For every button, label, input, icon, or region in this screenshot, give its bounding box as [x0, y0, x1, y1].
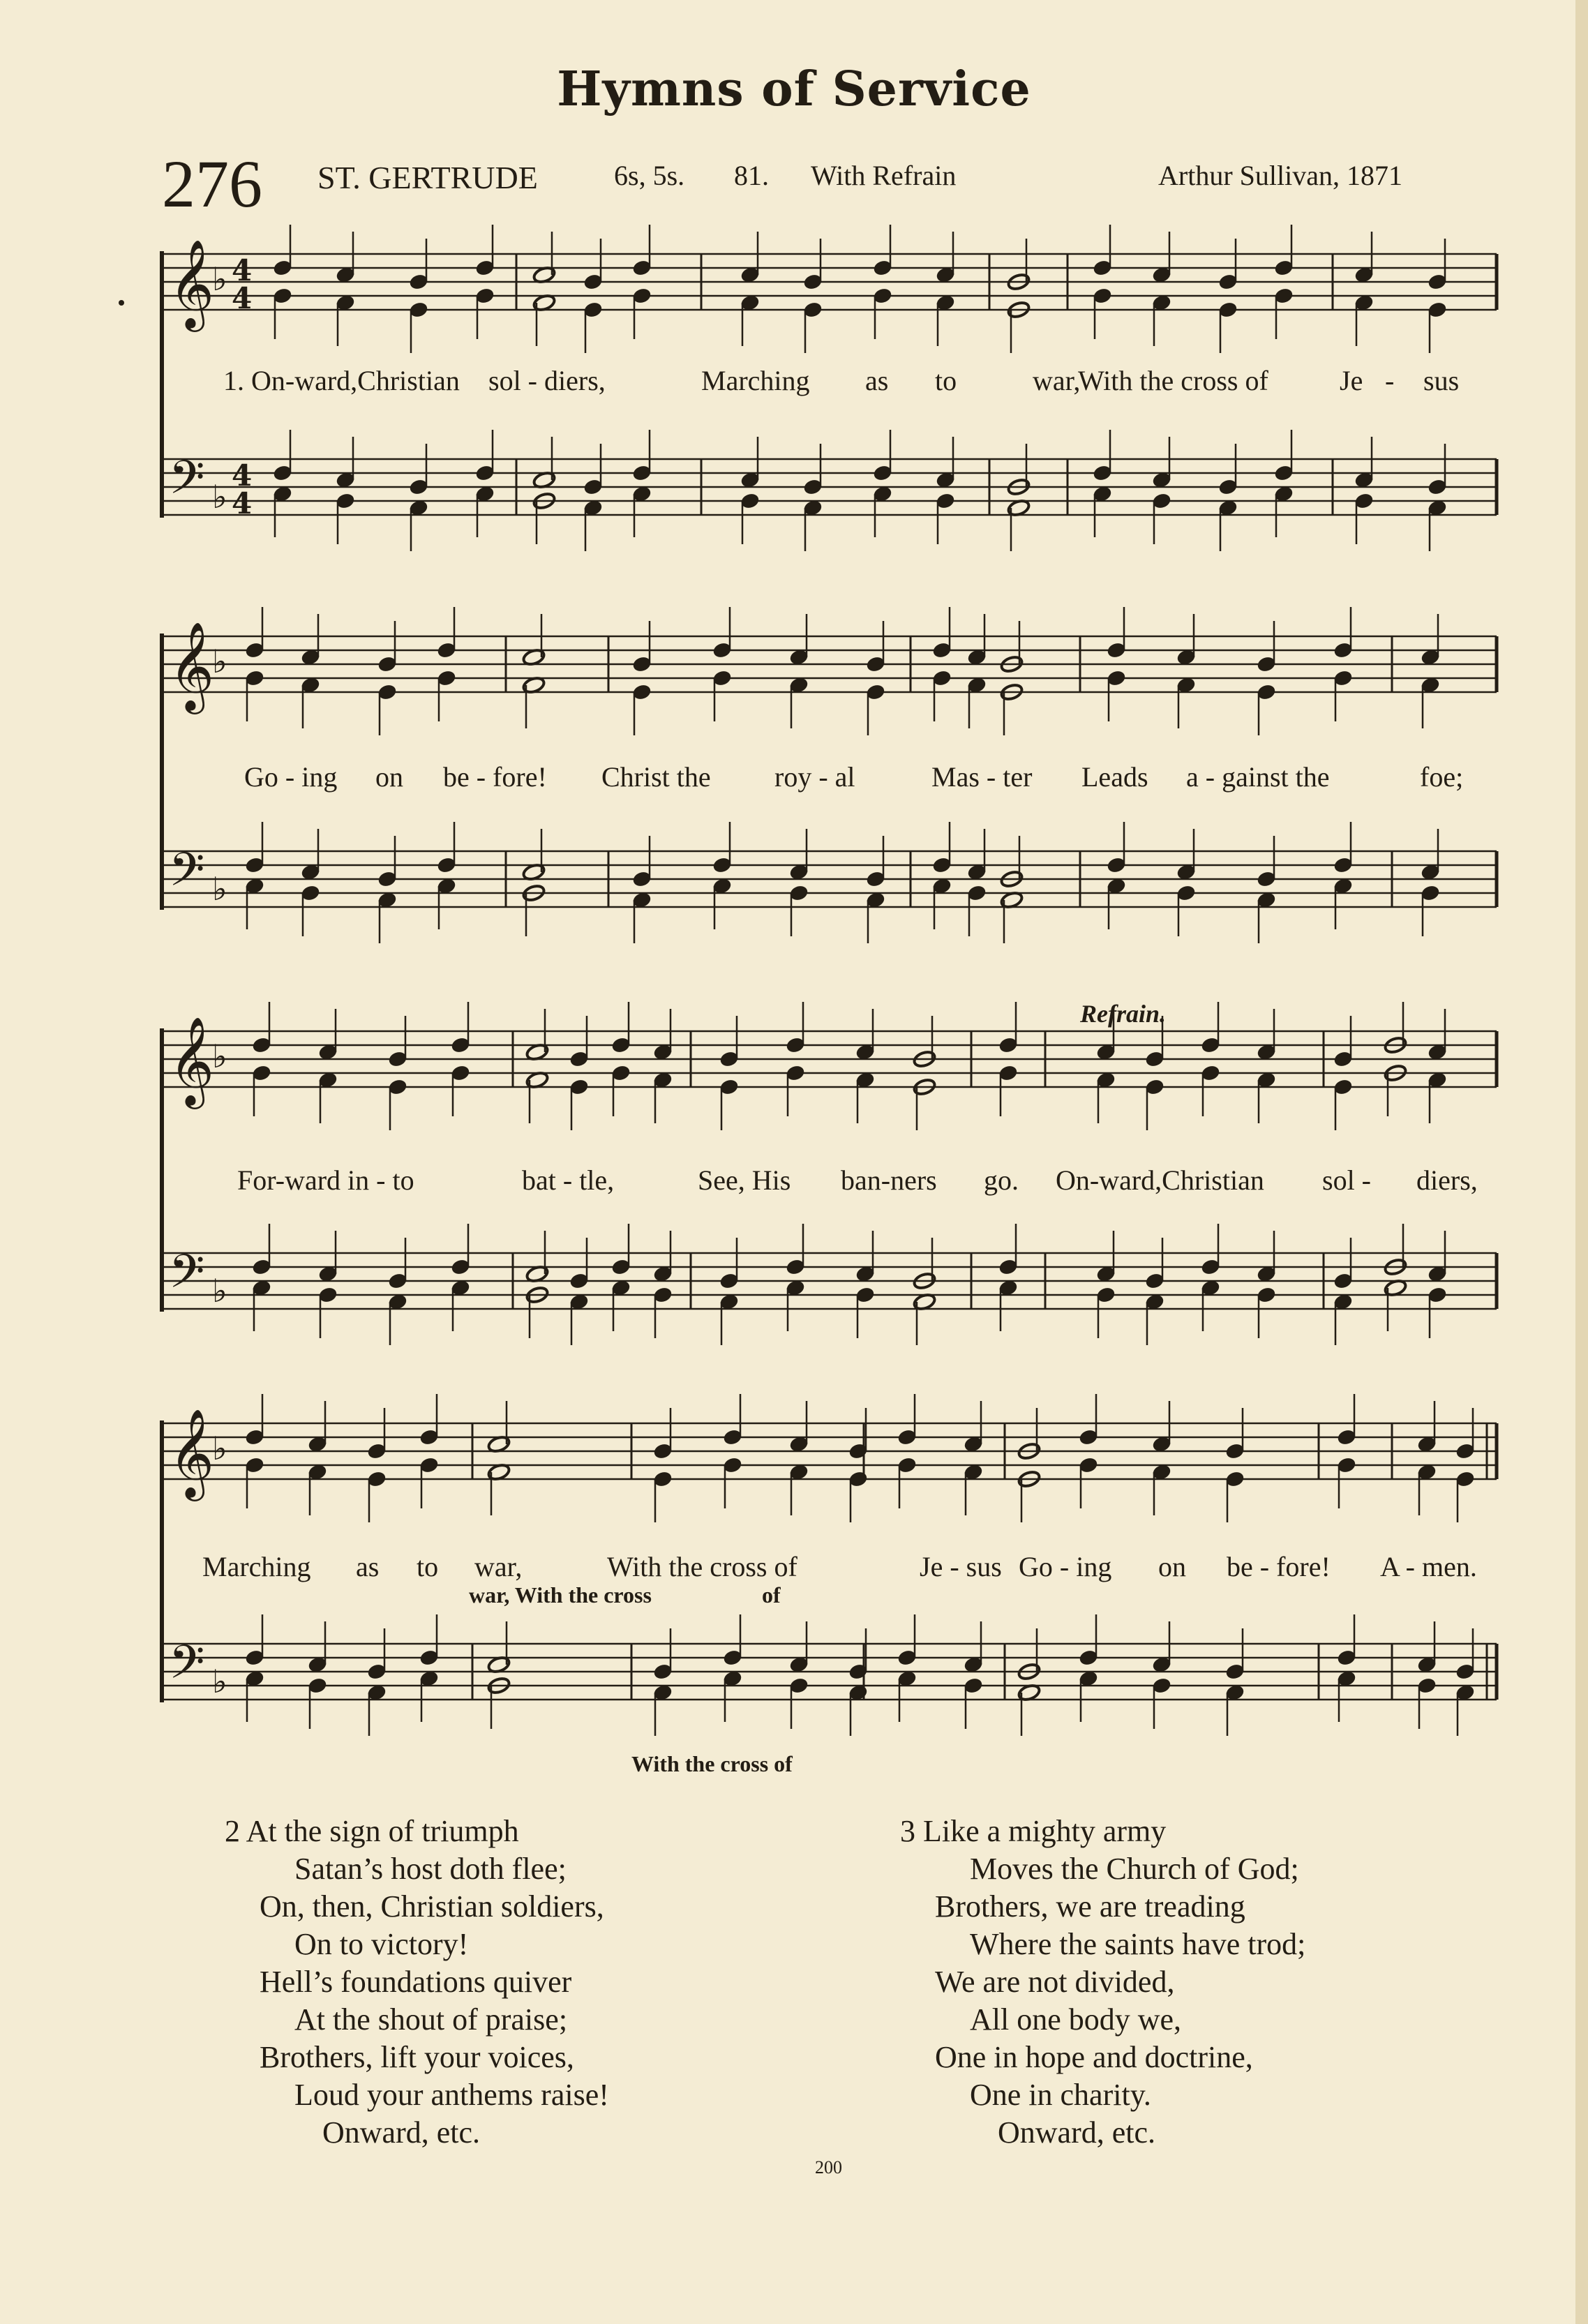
stanza-line: On, then, Christian soldiers, [260, 1889, 604, 1924]
page-number: 200 [815, 2157, 842, 2177]
time-signature: 4 [232, 253, 253, 287]
lyric-syllable: war, [1033, 365, 1081, 396]
lyric-syllable: on [1158, 1551, 1186, 1582]
lyric-syllable: Marching [701, 365, 810, 396]
stanza-line: 2 At the sign of triumph [225, 1814, 519, 1848]
bass-clef-icon: 𝄢 [169, 1635, 205, 1700]
composer: Arthur Sullivan, 1871 [1158, 160, 1402, 191]
lyric-syllable: Go - ing [244, 761, 338, 793]
stanza-line: One in hope and doctrine, [935, 2040, 1253, 2074]
flat-icon: ♭ [212, 1663, 227, 1700]
stanza-line: On to victory! [294, 1927, 469, 1961]
bass-clef-icon: 𝄢 [169, 451, 205, 516]
lyric-syllable: Christ the [601, 761, 711, 793]
lyric-syllable: With the cross of [1078, 365, 1268, 396]
lyric-syllable: - [1385, 365, 1395, 396]
lyric-syllable: A - men. [1380, 1551, 1477, 1582]
meter-number: 81. [734, 160, 769, 191]
stanza-line: All one body we, [970, 2002, 1182, 2037]
stanza-line: Moves the Church of God; [970, 1852, 1299, 1886]
lyric-syllable: Je - sus [920, 1551, 1002, 1582]
lyric-syllable: diers, [1416, 1164, 1478, 1196]
lyric-syllable: See, His [698, 1164, 791, 1196]
lyric-syllable: sol - diers, [488, 365, 606, 396]
bass-clef-icon: 𝄢 [169, 1245, 205, 1310]
stanza-line: Hell’s foundations quiver [260, 1965, 572, 1999]
stanza-line: Where the saints have trod; [970, 1927, 1306, 1961]
flat-icon: ♭ [212, 260, 227, 298]
lyric-syllable: go. [984, 1164, 1019, 1196]
stanza-2 [225, 1813, 609, 2152]
lyric-syllable: foe; [1420, 761, 1464, 793]
lyric-syllable: sol - [1322, 1164, 1371, 1196]
stanza-line: One in charity. [970, 2078, 1151, 2112]
flat-icon: ♭ [212, 478, 227, 516]
lyric-syllable: as [865, 365, 889, 396]
refrain-label: Refrain. [1080, 1000, 1167, 1028]
lyric-syllable: bat - tle, [522, 1164, 615, 1196]
stanza-line: Brothers, lift your voices, [260, 2040, 574, 2074]
lyric-syllable: Mas - ter [931, 761, 1033, 793]
stanza-line: 3 Like a mighty army [900, 1814, 1167, 1848]
stanza-3 [900, 1813, 1305, 2152]
treble-clef-icon: 𝄞 [169, 1408, 215, 1497]
flat-icon: ♭ [212, 1272, 227, 1310]
lyric-syllable: Go - ing [1019, 1551, 1112, 1582]
stanza-line: Brothers, we are treading [935, 1889, 1245, 1924]
treble-clef-icon: 𝄞 [169, 621, 215, 710]
flat-icon: ♭ [212, 643, 227, 680]
tune-name: ST. GERTRUDE [317, 160, 538, 195]
lyric-syllable: a - gainst the [1186, 761, 1330, 793]
stanza-line: Loud your anthems raise! [294, 2078, 609, 2112]
time-signature: 4 [232, 458, 253, 493]
lyric-syllable: Je [1340, 365, 1363, 396]
lyric-syllable: ban-ners [841, 1164, 937, 1196]
stanza-line: Onward, etc. [998, 2115, 1156, 2150]
time-signature: 4 [232, 486, 253, 520]
alto-cue: war, With the cross [469, 1582, 652, 1607]
lyric-syllable: war, [474, 1551, 523, 1582]
stanza-line: At the shout of praise; [294, 2002, 568, 2037]
stanza-number: 2 [225, 1814, 240, 1848]
lyric-syllable: 1. On-ward,Christian [223, 365, 460, 396]
hymn-number: 276 [162, 147, 262, 221]
stanza-line: Satan’s host doth flee; [294, 1852, 567, 1886]
flat-icon: ♭ [212, 1037, 227, 1075]
lyric-syllable: Leads [1081, 761, 1148, 793]
flat-icon: ♭ [212, 1430, 227, 1467]
lyric-syllable: on [375, 761, 403, 793]
time-signature: 4 [232, 281, 253, 315]
lyric-syllable: roy - al [774, 761, 855, 793]
lyric-syllable: to [935, 365, 957, 396]
treble-clef-icon: 𝄞 [169, 239, 215, 328]
lyric-syllable: Marching [202, 1551, 311, 1582]
lyric-syllable: On-ward,Christian [1056, 1164, 1264, 1196]
lyric-syllable: as [356, 1551, 380, 1582]
lyric-syllable: sus [1423, 365, 1460, 396]
bass-clef-icon: 𝄢 [169, 843, 205, 908]
flat-icon: ♭ [212, 870, 227, 908]
treble-clef-icon: 𝄞 [169, 1016, 215, 1105]
lyric-syllable: With the cross of [607, 1551, 797, 1582]
lyric-syllable: be - fore! [443, 761, 547, 793]
meter: 6s, 5s. [614, 160, 685, 191]
lyric-syllable: to [417, 1551, 439, 1582]
lyric-syllable: be - fore! [1227, 1551, 1331, 1582]
lyric-syllable: For-ward in - to [237, 1164, 414, 1196]
stanza-line: Onward, etc. [322, 2115, 481, 2150]
stanza-number: 3 [900, 1814, 915, 1848]
stanza-line: We are not divided, [935, 1965, 1175, 1999]
refrain-note: With Refrain [811, 160, 957, 191]
bass-cue: With the cross of [631, 1751, 793, 1776]
alto-cue-of: of [762, 1582, 781, 1607]
page-title: Hymns of Service [557, 61, 1031, 117]
